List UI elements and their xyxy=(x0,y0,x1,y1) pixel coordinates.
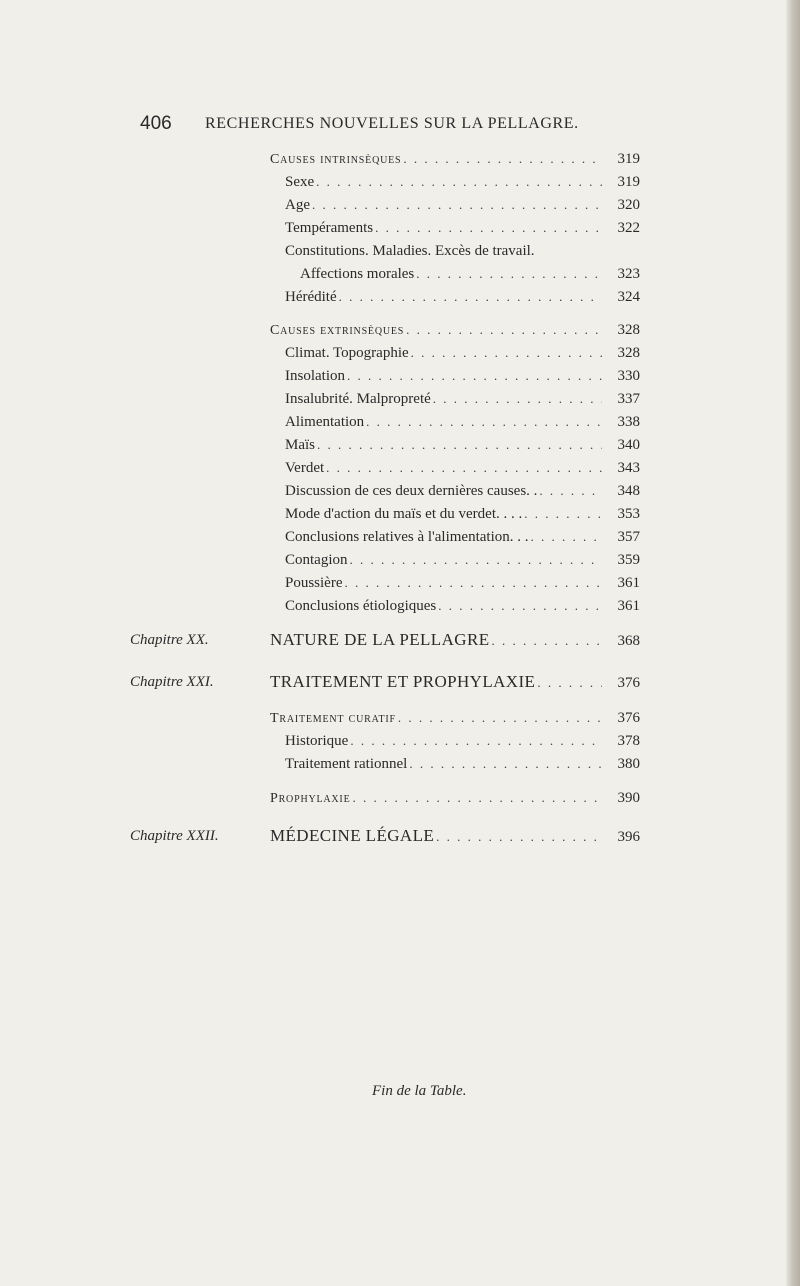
toc-entry-label: Conclusions relatives à l'alimentation. . . xyxy=(285,529,529,545)
dot-leader xyxy=(339,287,602,307)
toc-chapter-title: MÉDECINE LÉGALE xyxy=(270,826,435,845)
dot-leader xyxy=(352,788,602,808)
dot-leader xyxy=(403,149,602,169)
toc-chapter-xxii xyxy=(270,826,640,846)
toc-entry-page: 348 xyxy=(617,483,640,499)
toc-entry-page: 323 xyxy=(617,266,640,282)
running-title: RECHERCHES NOUVELLES SUR LA PELLAGRE. xyxy=(205,115,579,132)
toc-entry-label: Prophylaxie xyxy=(270,791,351,806)
toc-entry-label: Insalubrité. Malpropreté xyxy=(285,391,431,407)
toc-entry-mode-action xyxy=(285,504,640,524)
dot-leader xyxy=(433,389,602,409)
toc-entry-page: 390 xyxy=(617,790,640,806)
chapter-xx-label: Chapitre XX. xyxy=(130,632,209,648)
toc-entry-conclusions-etiologiques xyxy=(285,596,640,616)
toc-entry-label: Causes intrinsèques xyxy=(270,152,402,167)
toc-entry-page: 357 xyxy=(617,529,640,545)
dot-leader xyxy=(316,172,602,192)
toc-entry-page: 328 xyxy=(617,322,640,338)
dot-leader xyxy=(436,827,602,847)
toc-entry-label: Poussière xyxy=(285,575,343,591)
toc-entry-causes-extrinseques xyxy=(270,320,640,340)
page-number: 406 xyxy=(140,113,172,134)
toc-entry-affections xyxy=(300,264,640,284)
toc-entry-label: Age xyxy=(285,197,310,213)
dot-leader xyxy=(375,218,602,238)
dot-leader xyxy=(537,673,602,693)
toc-entry-label: Hérédité xyxy=(285,289,337,305)
toc-entry-page: 376 xyxy=(617,710,640,726)
toc-entry-page: 343 xyxy=(617,460,640,476)
dot-leader xyxy=(539,481,602,501)
toc-entry-label: Sexe xyxy=(285,174,315,190)
toc-entry-verdet xyxy=(285,458,640,478)
toc-entry-contagion xyxy=(285,550,640,570)
dot-leader xyxy=(326,458,602,478)
toc-chapter-title: TRAITEMENT ET PROPHYLAXIE xyxy=(270,672,536,691)
toc-entry-label: Contagion xyxy=(285,552,348,568)
toc-entry-label: Affections morales xyxy=(300,266,415,282)
toc-entry-label: Causes extrinsèques xyxy=(270,323,405,338)
toc-chapter-xxi xyxy=(270,672,640,692)
dot-leader xyxy=(317,435,602,455)
toc-entry-page: 376 xyxy=(617,675,640,691)
toc-entry-page: 361 xyxy=(617,575,640,591)
toc-entry-page: 319 xyxy=(617,174,640,190)
toc-entry-label: Maïs xyxy=(285,437,315,453)
toc-entry-alimentation xyxy=(285,412,640,432)
dot-leader xyxy=(350,550,603,570)
toc-entry-page: 353 xyxy=(617,506,640,522)
toc-entry-page: 340 xyxy=(617,437,640,453)
toc-entry-page: 361 xyxy=(617,598,640,614)
chapter-xxi-label: Chapitre XXI. xyxy=(130,674,214,690)
toc-entry-label: Traitement curatif xyxy=(270,711,396,726)
dot-leader xyxy=(312,195,602,215)
toc-entry-page: 338 xyxy=(617,414,640,430)
toc-entry-mais xyxy=(285,435,640,455)
toc-entry-causes-intrinseques xyxy=(270,149,640,169)
toc-entry-conclusions-alimentation xyxy=(285,527,640,547)
toc-entry-page: 330 xyxy=(617,368,640,384)
end-of-table-note: Fin de la Table. xyxy=(372,1083,467,1099)
dot-leader xyxy=(366,412,602,432)
toc-entry-constitutions-line1: Constitutions. Maladies. Excès de travail. xyxy=(285,243,535,259)
dot-leader xyxy=(345,573,603,593)
toc-entry-page: 396 xyxy=(617,829,640,845)
dot-leader xyxy=(406,320,602,340)
toc-entry-label: Alimentation xyxy=(285,414,365,430)
dot-leader xyxy=(438,596,602,616)
toc-entry-temperaments xyxy=(285,218,640,238)
toc-entry-insolation xyxy=(285,366,640,386)
toc-entry-label: Traitement rationnel xyxy=(285,756,408,772)
toc-entry-page: 328 xyxy=(617,345,640,361)
toc-entry-label: Insolation xyxy=(285,368,345,384)
toc-entry-discussion xyxy=(285,481,640,501)
toc-entry-traitement-curatif xyxy=(270,708,640,728)
toc-entry-label: Discussion de ces deux dernières causes. . xyxy=(285,483,538,499)
dot-leader xyxy=(398,708,602,728)
toc-entry-page: 380 xyxy=(617,756,640,772)
toc-entry-prophylaxie xyxy=(270,788,640,808)
dot-leader xyxy=(491,631,602,651)
toc-entry-label: Historique xyxy=(285,733,349,749)
chapter-xxii-label: Chapitre XXII. xyxy=(130,828,219,844)
toc-entry-page: 324 xyxy=(617,289,640,305)
toc-entry-label: Conclusions étiologiques xyxy=(285,598,437,614)
toc-chapter-xx xyxy=(270,630,640,650)
toc-entry-page: 378 xyxy=(617,733,640,749)
dot-leader xyxy=(531,527,603,547)
toc-entry-sexe xyxy=(285,172,640,192)
toc-entry-page: 320 xyxy=(617,197,640,213)
toc-entry-historique xyxy=(285,731,640,751)
toc-entry-page: 368 xyxy=(617,633,640,649)
toc-entry-label: Tempéraments xyxy=(285,220,374,236)
toc-chapter-title: NATURE DE LA PELLAGRE xyxy=(270,630,490,649)
toc-entry-insalubrite xyxy=(285,389,640,409)
dot-leader xyxy=(350,731,602,751)
toc-entry-label: Mode d'action du maïs et du verdet. . . . xyxy=(285,506,523,522)
dot-leader xyxy=(416,264,602,284)
page-edge xyxy=(786,0,800,1286)
dot-leader xyxy=(409,754,602,774)
toc-entry-heredite xyxy=(285,287,640,307)
toc-entry-age xyxy=(285,195,640,215)
toc-entry-label: Climat. Topographie xyxy=(285,345,409,361)
dot-leader xyxy=(524,504,602,524)
toc-entry-label: Verdet xyxy=(285,460,325,476)
toc-entry-page: 319 xyxy=(617,151,640,167)
toc-entry-page: 322 xyxy=(617,220,640,236)
toc-entry-climat xyxy=(285,343,640,363)
toc-entry-poussiere xyxy=(285,573,640,593)
dot-leader xyxy=(347,366,602,386)
toc-entry-traitement-rationnel xyxy=(285,754,640,774)
dot-leader xyxy=(411,343,602,363)
toc-entry-page: 337 xyxy=(617,391,640,407)
toc-entry-page: 359 xyxy=(617,552,640,568)
